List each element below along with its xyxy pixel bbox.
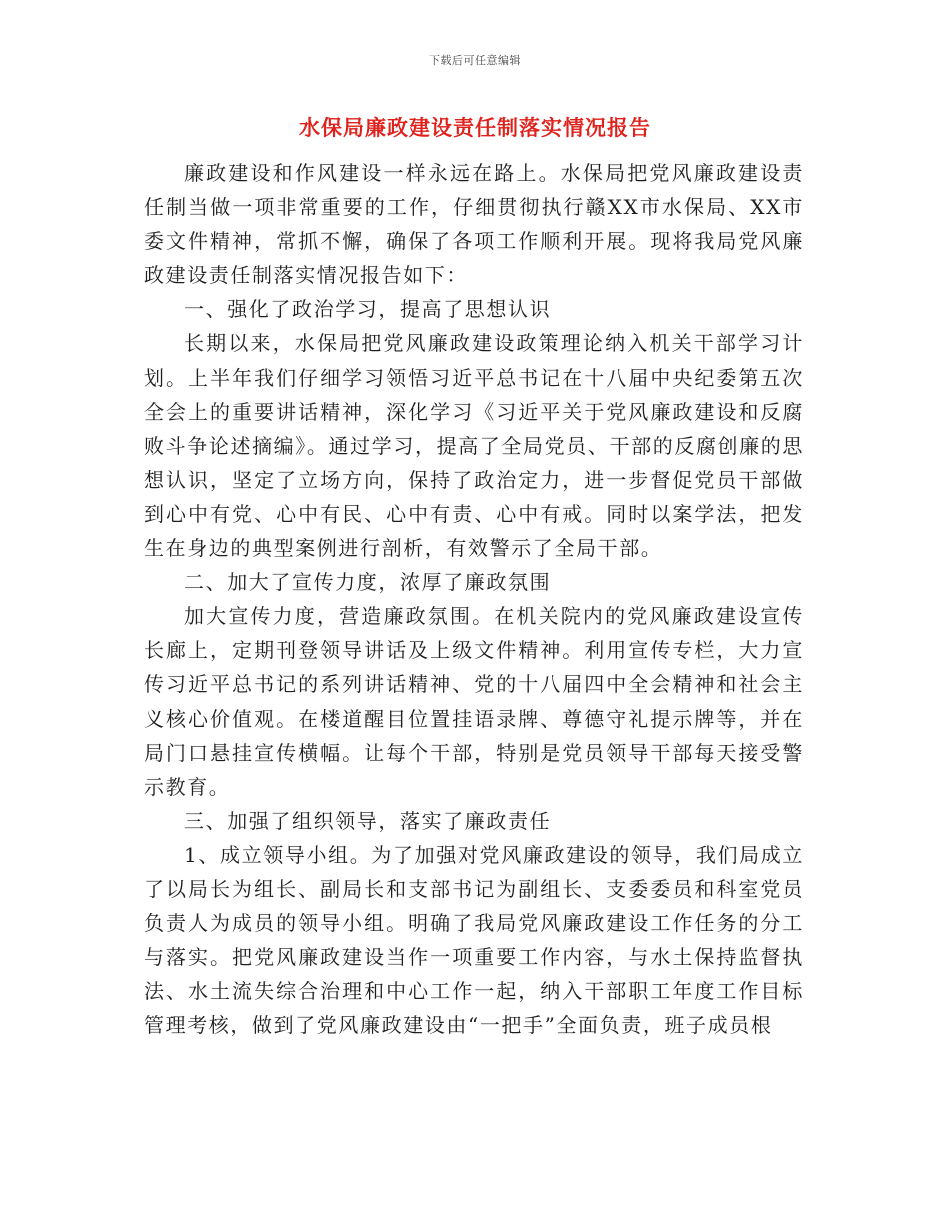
section-heading-2: 二、加大了宣传力度，浓厚了廉政氛围 (184, 570, 552, 595)
document-body (144, 156, 804, 1042)
header-note: 下载后可任意编辑 (429, 54, 521, 67)
section-heading-3: 三、加强了组织领导，落实了廉政责任 (184, 808, 552, 833)
document-title: 水保局廉政建设责任制落实情况报告 (299, 116, 651, 140)
section-2-paragraph: 加大宣传力度，营造廉政氛围。在机关院内的党风廉政建设宣传长廊上，定期刊登领导讲话及上级文件精神。利用宣传专栏，大力宣传习近平总书记的系列讲话精神、党的十八届四中全会精神和社会主义核心价值观。在楼道醒目位置挂语录牌、尊德守礼提示牌等，并在局门口悬挂宣传横幅。让每个干部，特别是党员领导干部每天接受警示教育。 (144, 604, 804, 799)
intro-paragraph: 廉政建设和作风建设一样永远在路上。水保局把党风廉政建设责任制当做一项非常重要的工作，仔细贯彻执行赣XX市水保局、XX市委文件精神，常抓不懈，确保了各项工作顺利开展。现将我局党风廉政建设责任制落实情况报告如下： (144, 161, 804, 288)
section-heading-1: 一、强化了政治学习，提高了思想认识 (184, 297, 552, 322)
section-3-paragraph: 1、成立领导小组。为了加强对党风廉政建设的领导，我们局成立了以局长为组长、副局长和支部书记为副组长、支委委员和科室党员负责人为成员的领导小组。明确了我局党风廉政建设工作任务的分工与落实。把党风廉政建设当作一项重要工作内容，与水土保持监督执法、水土流失综合治理和中心工作一起，纳入干部职工年度工作目标管理考核，做到了党风廉政建设由“一把手”全面负责，班子成员根 (144, 842, 804, 1038)
section-1-paragraph: 长期以来，水保局把党风廉政建设政策理论纳入机关干部学习计划。上半年我们仔细学习领悟习近平总书记在十八届中央纪委第五次全会上的重要讲话精神，深化学习《习近平关于党风廉政建设和反腐败斗争论述摘编》。通过学习，提高了全局党员、干部的反腐创廉的思想认识，坚定了立场方向，保持了政治定力，进一步督促党员干部做到心中有党、心中有民、心中有责、心中有戒。同时以案学法，把发生在身边的典型案例进行剖析，有效警示了全局干部。 (144, 331, 804, 561)
